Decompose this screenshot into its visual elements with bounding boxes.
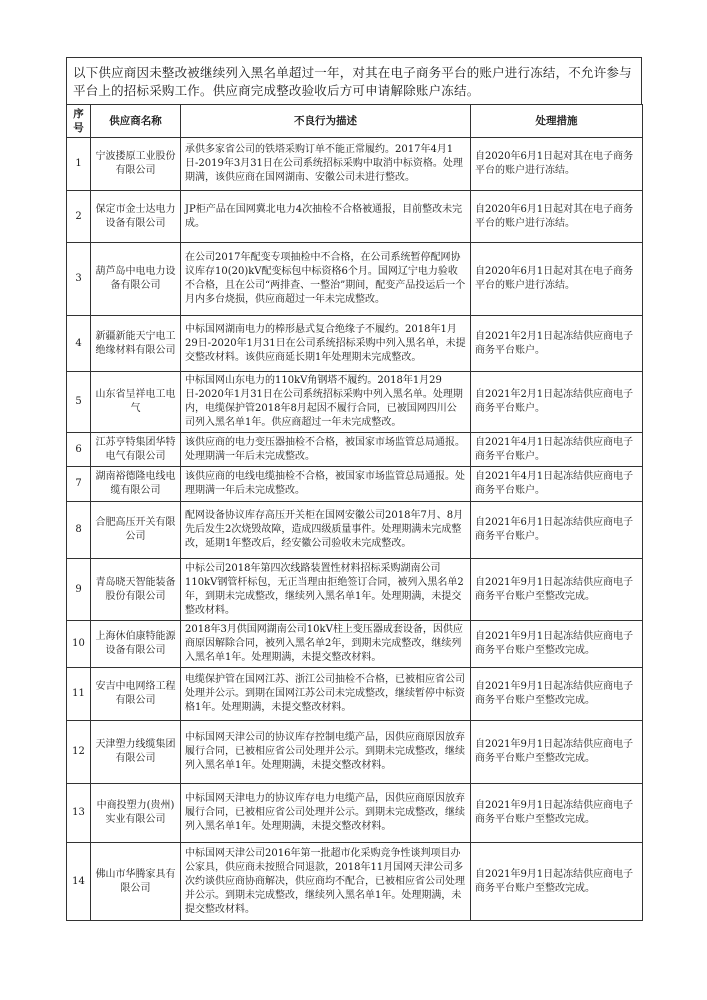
- table-row: [67, 138, 643, 191]
- row-desc: 配网设备协议库存高压开关柜在国网安徽公司2018年7月、8月先后发生2次烧毁故障，造成四级质量事件。处理期满未完成整改，延期1年整改后，经安徽公司验收未完成整改。: [181, 502, 471, 559]
- table-row: [67, 721, 643, 784]
- row-desc: 中标国网天津电力的协议库存电力电缆产品，因供应商原因放弃履行合同，已被相应省公司处理并公示。到期未完成整改，继续列入黑名单1年。处理期满，未提交整改材料。: [181, 784, 471, 843]
- row-name: 湖南裕德隆电线电缆有限公司: [91, 467, 181, 502]
- row-name: 上海休伯康特能源设备有限公司: [91, 621, 181, 668]
- row-measure: 自2021年4月1日起冻结供应商电子商务平台账户。: [471, 433, 643, 467]
- row-name: 保定市金士达电力设备有限公司: [91, 191, 181, 243]
- row-desc: 电缆保护管在国网江苏、浙江公司抽检不合格，已被相应省公司处理并公示。到期在国网江苏公司未完成整改，继续暂停中标资格1年。处理期满，未提交整改材料。: [181, 668, 471, 721]
- row-measure: 自2020年6月1日起对其在电子商务平台的账户进行冻结。: [471, 243, 643, 316]
- row-seq: 11: [67, 668, 91, 721]
- supplier-table: [66, 104, 643, 921]
- row-desc: 中标国网湖南电力的棒形悬式复合绝缘子不履约。2018年1月29日-2020年1月31日在公司系统招标采购中列入黑名单，未提交整改材料。该供应商延长期1年处理期未完成整改。: [181, 316, 471, 372]
- row-desc: 在公司2017年配变专项抽检中不合格，在公司系统暂停配网协议库存10(20)kV配变标包中标资格6个月。国网辽宁电力验收不合格，且在公司“两排查、一整治”期间，配变产品投运后一个月内多台烧损，供应商超过一年未完成整改。: [181, 243, 471, 316]
- row-desc: 该供应商的电力变压器抽检不合格，被国家市场监管总局通报。处理期满一年后未完成整改。: [181, 433, 471, 467]
- row-name: 天津塑力线缆集团有限公司: [91, 721, 181, 784]
- row-seq: 10: [67, 621, 91, 668]
- row-seq: 6: [67, 433, 91, 467]
- row-measure: 自2021年9月1日起冻结供应商电子商务平台账户至整改完成。: [471, 784, 643, 843]
- table-row: [67, 433, 643, 467]
- row-seq: 8: [67, 502, 91, 559]
- row-desc: 承供多家省公司的铁塔采购订单不能正常履约。2017年4月1日-2019年3月31日在公司系统招标采购中取消中标资格。处理期满，该供应商在国网湖南、安徽公司未进行整改。: [181, 138, 471, 191]
- row-measure: 自2021年9月1日起冻结供应商电子商务平台账户至整改完成。: [471, 843, 643, 921]
- row-name: 合肥高压开关有限公司: [91, 502, 181, 559]
- header-measure: 处理措施: [471, 105, 643, 138]
- table-header-row: [67, 105, 643, 138]
- table-row: [67, 559, 643, 621]
- row-seq: 2: [67, 191, 91, 243]
- table-row: [67, 502, 643, 559]
- header-seq: 序号: [67, 105, 91, 138]
- header-name: 供应商名称: [91, 105, 181, 138]
- intro-paragraph: 以下供应商因未整改被继续列入黑名单超过一年，对其在电子商务平台的账户进行冻结，不允许参与平台上的招标采购工作。供应商完成整改验收后方可申请解除账户冻结。: [66, 57, 642, 104]
- row-desc: 中标公司2018年第四次线路装置性材料招标采购湖南公司110kV钢管杆标包，无正当理由拒绝签订合同，被列入黑名单2年，到期未完成整改，继续列入黑名单1年。处理期满，未提交整改材料。: [181, 559, 471, 621]
- row-name: 青岛晓天智能装备股份有限公司: [91, 559, 181, 621]
- row-seq: 12: [67, 721, 91, 784]
- document-sheet: [66, 57, 642, 921]
- row-desc: 该供应商的电线电缆抽检不合格，被国家市场监管总局通报。处理期满一年后未完成整改。: [181, 467, 471, 502]
- row-name: 中商投塑力(贵州)实业有限公司: [91, 784, 181, 843]
- row-name: 安吉中电网络工程有限公司: [91, 668, 181, 721]
- row-seq: 13: [67, 784, 91, 843]
- row-measure: 自2021年9月1日起冻结供应商电子商务平台账户至整改完成。: [471, 668, 643, 721]
- table-row: [67, 372, 643, 433]
- table-row: [67, 316, 643, 372]
- row-name: 江苏亨特集团华特电气有限公司: [91, 433, 181, 467]
- table-row: [67, 668, 643, 721]
- row-desc: 中标国网山东电力的110kV角钢塔不履约。2018年1月29日-2020年1月31日在公司系统招标采购中列入黑名单。处理期内，电缆保护管2018年8月起因不履行合同，已被国网四川公司列入黑名单1年。供应商超过一年未完成整改。: [181, 372, 471, 433]
- row-measure: 自2021年9月1日起冻结供应商电子商务平台账户至整改完成。: [471, 621, 643, 668]
- row-name: 新疆新能天宁电工绝缘材料有限公司: [91, 316, 181, 372]
- row-measure: 自2021年9月1日起冻结供应商电子商务平台账户至整改完成。: [471, 559, 643, 621]
- row-measure: 自2020年6月1日起对其在电子商务平台的账户进行冻结。: [471, 191, 643, 243]
- row-desc: JP柜产品在国网冀北电力4次抽检不合格被通报，目前整改未完成。: [181, 191, 471, 243]
- row-seq: 14: [67, 843, 91, 921]
- row-desc: 中标国网天津公司2016年第一批超市化采购竞争性谈判项目办公家具，供应商未按照合同退款，2018年11月国网天津公司多次约谈供应商协商解决，供应商均不配合，已被相应省公司处理并公示。到期未完成整改，继续列入黑名单1年。处理期满，未提交整改材料。: [181, 843, 471, 921]
- row-name: 葫芦岛中电电力设备有限公司: [91, 243, 181, 316]
- row-measure: 自2021年4月1日起冻结供应商电子商务平台账户。: [471, 467, 643, 502]
- row-name: 佛山市华腾家具有限公司: [91, 843, 181, 921]
- table-row: [67, 784, 643, 843]
- row-measure: 自2021年2月1日起冻结供应商电子商务平台账户。: [471, 316, 643, 372]
- row-measure: 自2021年6月1日起冻结供应商电子商务平台账户。: [471, 502, 643, 559]
- row-name: 山东省呈祥电工电气: [91, 372, 181, 433]
- table-row: [67, 843, 643, 921]
- table-row: [67, 467, 643, 502]
- row-measure: 自2020年6月1日起对其在电子商务平台的账户进行冻结。: [471, 138, 643, 191]
- row-seq: 3: [67, 243, 91, 316]
- row-seq: 4: [67, 316, 91, 372]
- row-measure: 自2021年2月1日起冻结供应商电子商务平台账户。: [471, 372, 643, 433]
- row-seq: 7: [67, 467, 91, 502]
- row-desc: 2018年3月供国网湖南公司10kV柱上变压器成套设备，因供应商原因解除合同，被列入黑名单2年，到期未完成整改，继续列入黑名单1年。处理期满，未提交整改材料。: [181, 621, 471, 668]
- row-desc: 中标国网天津公司的协议库存控制电缆产品，因供应商原因放弃履行合同，已被相应省公司处理并公示。到期未完成整改，继续列入黑名单1年。处理期满，未提交整改材料。: [181, 721, 471, 784]
- table-row: [67, 243, 643, 316]
- row-seq: 9: [67, 559, 91, 621]
- row-name: 宁波搂原工业股份有限公司: [91, 138, 181, 191]
- row-seq: 5: [67, 372, 91, 433]
- table-row: [67, 621, 643, 668]
- row-measure: 自2021年9月1日起冻结供应商电子商务平台账户至整改完成。: [471, 721, 643, 784]
- row-seq: 1: [67, 138, 91, 191]
- header-desc: 不良行为描述: [181, 105, 471, 138]
- table-row: [67, 191, 643, 243]
